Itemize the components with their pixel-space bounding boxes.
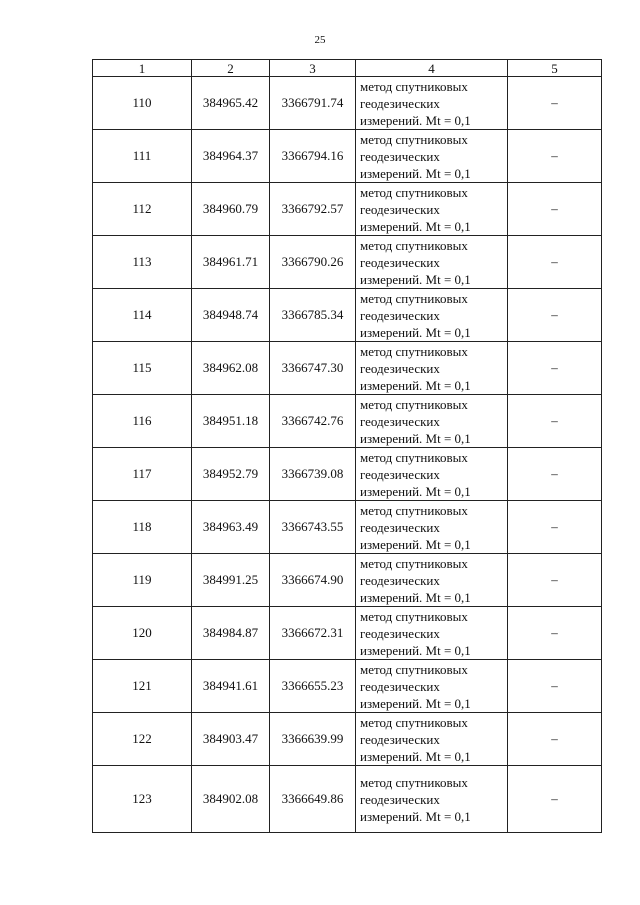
table-row	[93, 77, 602, 130]
method-cell	[356, 766, 508, 833]
method-line: метод спутниковых	[360, 78, 468, 94]
method-line: измерений. Mt = 0,1	[360, 112, 471, 128]
method-line: измерений. Mt = 0,1	[360, 271, 471, 287]
point-number-cell: 116	[93, 395, 192, 448]
y-coordinate-cell: 3366791.74	[270, 77, 356, 130]
column-5-cell: –	[508, 77, 602, 130]
x-coordinate-cell: 384963.49	[192, 501, 270, 554]
method-line: геодезических	[360, 572, 440, 588]
method-line: измерений. Mt = 0,1	[360, 808, 471, 824]
table-row	[93, 342, 602, 395]
method-cell	[356, 554, 508, 607]
y-coordinate-cell: 3366743.55	[270, 501, 356, 554]
method-line: измерений. Mt = 0,1	[360, 377, 471, 393]
table-row	[93, 395, 602, 448]
method-line: метод спутниковых	[360, 555, 468, 571]
method-line: измерений. Mt = 0,1	[360, 748, 471, 764]
method-cell	[356, 130, 508, 183]
method-line: метод спутниковых	[360, 714, 468, 730]
method-cell	[356, 289, 508, 342]
point-number-cell: 114	[93, 289, 192, 342]
x-coordinate-cell: 384964.37	[192, 130, 270, 183]
method-line: геодезических	[360, 201, 440, 217]
y-coordinate-cell: 3366655.23	[270, 660, 356, 713]
column-header-3: 3	[270, 60, 356, 77]
column-5-cell: –	[508, 183, 602, 236]
column-header-5: 5	[508, 60, 602, 77]
method-cell	[356, 501, 508, 554]
method-line: метод спутниковых	[360, 502, 468, 518]
point-number-cell: 115	[93, 342, 192, 395]
y-coordinate-cell: 3366742.76	[270, 395, 356, 448]
method-cell	[356, 713, 508, 766]
method-cell	[356, 183, 508, 236]
method-line: метод спутниковых	[360, 343, 468, 359]
method-cell	[356, 607, 508, 660]
page-number: 25	[314, 34, 326, 46]
point-number-cell: 122	[93, 713, 192, 766]
method-line: геодезических	[360, 360, 440, 376]
method-line: геодезических	[360, 519, 440, 535]
method-cell	[356, 77, 508, 130]
column-5-cell: –	[508, 236, 602, 289]
point-number-cell: 110	[93, 77, 192, 130]
method-line: измерений. Mt = 0,1	[360, 430, 471, 446]
table-row	[93, 766, 602, 833]
x-coordinate-cell: 384965.42	[192, 77, 270, 130]
y-coordinate-cell: 3366792.57	[270, 183, 356, 236]
x-coordinate-cell: 384991.25	[192, 554, 270, 607]
method-line: метод спутниковых	[360, 449, 468, 465]
column-5-cell: –	[508, 342, 602, 395]
x-coordinate-cell: 384961.71	[192, 236, 270, 289]
column-5-cell: –	[508, 395, 602, 448]
x-coordinate-cell: 384960.79	[192, 183, 270, 236]
table-row	[93, 289, 602, 342]
header-row	[93, 60, 602, 77]
method-line: геодезических	[360, 791, 440, 807]
method-line: геодезических	[360, 625, 440, 641]
y-coordinate-cell: 3366739.08	[270, 448, 356, 501]
method-line: измерений. Mt = 0,1	[360, 165, 471, 181]
method-line: геодезических	[360, 254, 440, 270]
method-line: геодезических	[360, 307, 440, 323]
x-coordinate-cell: 384903.47	[192, 713, 270, 766]
point-number-cell: 121	[93, 660, 192, 713]
column-5-cell: –	[508, 660, 602, 713]
point-number-cell: 111	[93, 130, 192, 183]
point-number-cell: 113	[93, 236, 192, 289]
column-5-cell: –	[508, 766, 602, 833]
point-number-cell: 119	[93, 554, 192, 607]
x-coordinate-cell: 384941.61	[192, 660, 270, 713]
y-coordinate-cell: 3366790.26	[270, 236, 356, 289]
column-5-cell: –	[508, 607, 602, 660]
y-coordinate-cell: 3366747.30	[270, 342, 356, 395]
point-number-cell: 123	[93, 766, 192, 833]
method-line: метод спутниковых	[360, 184, 468, 200]
column-header-1: 1	[93, 60, 192, 77]
table-row	[93, 448, 602, 501]
column-5-cell: –	[508, 713, 602, 766]
table-row	[93, 607, 602, 660]
method-line: геодезических	[360, 413, 440, 429]
method-cell	[356, 660, 508, 713]
y-coordinate-cell: 3366672.31	[270, 607, 356, 660]
method-line: измерений. Mt = 0,1	[360, 589, 471, 605]
column-5-cell: –	[508, 130, 602, 183]
x-coordinate-cell: 384952.79	[192, 448, 270, 501]
method-line: метод спутниковых	[360, 131, 468, 147]
x-coordinate-cell: 384951.18	[192, 395, 270, 448]
method-cell	[356, 395, 508, 448]
table-row	[93, 236, 602, 289]
method-line: метод спутниковых	[360, 608, 468, 624]
method-line: геодезических	[360, 731, 440, 747]
method-line: метод спутниковых	[360, 774, 468, 790]
x-coordinate-cell: 384984.87	[192, 607, 270, 660]
y-coordinate-cell: 3366674.90	[270, 554, 356, 607]
table-row	[93, 130, 602, 183]
table-row	[93, 501, 602, 554]
column-5-cell: –	[508, 501, 602, 554]
column-5-cell: –	[508, 554, 602, 607]
method-line: геодезических	[360, 95, 440, 111]
column-5-cell: –	[508, 289, 602, 342]
method-line: метод спутниковых	[360, 396, 468, 412]
method-line: измерений. Mt = 0,1	[360, 536, 471, 552]
point-number-cell: 117	[93, 448, 192, 501]
x-coordinate-cell: 384902.08	[192, 766, 270, 833]
y-coordinate-cell: 3366785.34	[270, 289, 356, 342]
method-line: измерений. Mt = 0,1	[360, 218, 471, 234]
column-header-4: 4	[356, 60, 508, 77]
column-5-cell: –	[508, 448, 602, 501]
y-coordinate-cell: 3366639.99	[270, 713, 356, 766]
point-number-cell: 118	[93, 501, 192, 554]
y-coordinate-cell: 3366794.16	[270, 130, 356, 183]
method-line: измерений. Mt = 0,1	[360, 483, 471, 499]
method-line: измерений. Mt = 0,1	[360, 324, 471, 340]
method-line: геодезических	[360, 148, 440, 164]
method-line: метод спутниковых	[360, 237, 468, 253]
coordinates-table	[92, 59, 602, 833]
column-header-2: 2	[192, 60, 270, 77]
x-coordinate-cell: 384962.08	[192, 342, 270, 395]
table-row	[93, 660, 602, 713]
method-cell	[356, 448, 508, 501]
method-line: геодезических	[360, 466, 440, 482]
table-row	[93, 554, 602, 607]
method-cell	[356, 342, 508, 395]
x-coordinate-cell: 384948.74	[192, 289, 270, 342]
table-row	[93, 713, 602, 766]
method-cell	[356, 236, 508, 289]
table-row	[93, 183, 602, 236]
method-line: метод спутниковых	[360, 661, 468, 677]
method-line: измерений. Mt = 0,1	[360, 642, 471, 658]
method-line: измерений. Mt = 0,1	[360, 695, 471, 711]
table-body	[93, 77, 602, 833]
point-number-cell: 112	[93, 183, 192, 236]
method-line: метод спутниковых	[360, 290, 468, 306]
y-coordinate-cell: 3366649.86	[270, 766, 356, 833]
method-line: геодезических	[360, 678, 440, 694]
point-number-cell: 120	[93, 607, 192, 660]
